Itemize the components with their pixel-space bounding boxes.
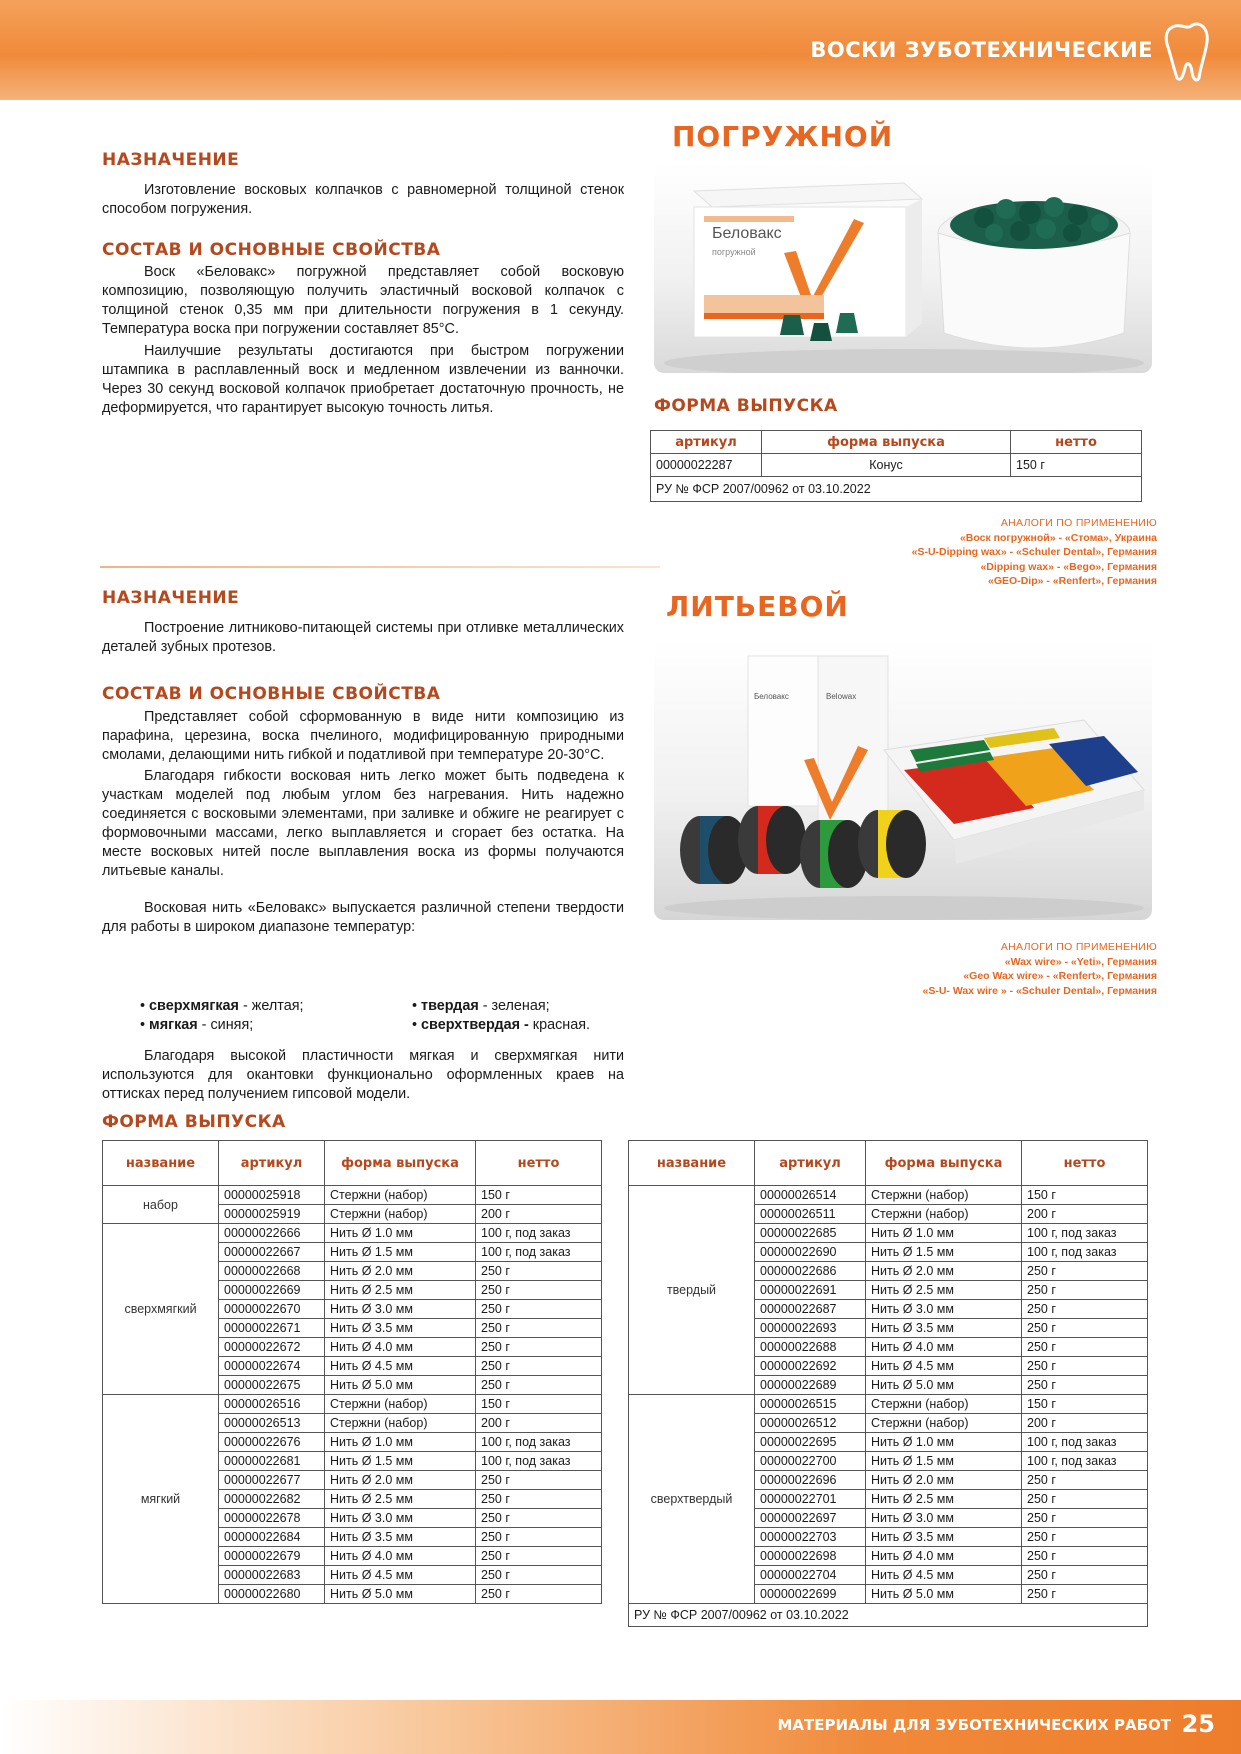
article-cell: 00000022703 [755,1528,866,1547]
article-cell: 00000026514 [755,1186,866,1205]
analogs-title: АНАЛОГИ ПО ПРИМЕНЕНИЮ [1000,517,1157,529]
article-cell: 00000022671 [219,1319,325,1338]
col-net: нетто [1011,431,1142,454]
dip-purpose-heading: НАЗНАЧЕНИЕ [102,150,240,170]
article-cell: 00000022679 [219,1547,325,1566]
net-cell: 150 г [476,1186,602,1205]
net-cell: 250 г [476,1509,602,1528]
article-cell: 00000022669 [219,1281,325,1300]
form-cell: Нить Ø 2.0 мм [866,1262,1022,1281]
net-cell: 100 г, под заказ [1022,1452,1148,1471]
cast-purpose-paragraph: Построение литниково-питающей системы при отливке металлических деталей зубных протезов. [102,620,624,655]
net-cell: 250 г [1022,1357,1148,1376]
cast-props-paragraph-2: Благодаря гибкости восковая нить легко может быть подведена к участкам моделей под любым углом без нагревания. Нить надежно соединяется с восковыми элементами, при заливке и обжиге не реагирует с формовочными массами, легко выплавляется и сгорает без остатка. На месте восковых нитей после выплавления воска из формы получаются литьевые каналы. [102,768,624,879]
article-cell: 00000022687 [755,1300,866,1319]
dip-props-paragraph-1: Воск «Беловакс» погружной представляет собой восковую композицию, позволяющую получить эластичный восковой колпачок с толщиной стенок 0,35 мм при длительности погружения в 1 секунду. Температура воска при погружении составляет 85°С. [102,264,624,337]
article-cell: 00000022676 [219,1433,325,1452]
col-form: форма выпуска [325,1141,476,1186]
form-cell: Стержни (набор) [325,1186,476,1205]
col-form: форма выпуска [866,1141,1022,1186]
article-cell: 00000022680 [219,1585,325,1604]
form-cell: Конус [762,454,1011,477]
dip-analogs [637,516,1157,589]
article-cell: 00000022672 [219,1338,325,1357]
net-cell: 100 г, под заказ [476,1452,602,1471]
net-cell: 250 г [1022,1490,1148,1509]
form-cell: Нить Ø 2.5 мм [866,1281,1022,1300]
form-cell: Нить Ø 5.0 мм [866,1376,1022,1395]
footer-text: МАТЕРИАЛЫ ДЛЯ ЗУБОТЕХНИЧЕСКИХ РАБОТ [777,1716,1171,1734]
net-cell: 200 г [1022,1414,1148,1433]
form-cell: Нить Ø 5.0 мм [325,1585,476,1604]
form-cell: Нить Ø 3.5 мм [325,1528,476,1547]
form-cell: Нить Ø 4.0 мм [325,1547,476,1566]
form-cell: Нить Ø 2.5 мм [325,1490,476,1509]
net-cell: 200 г [1022,1205,1148,1224]
analog-item: «S-U- Wax wire » - «Schuler Dental», Германия [922,984,1157,997]
table-row [629,1604,1148,1627]
net-cell: 250 г [476,1300,602,1319]
form-cell: Нить Ø 2.5 мм [325,1281,476,1300]
form-cell: Нить Ø 4.5 мм [325,1357,476,1376]
list-item: • сверхмягкая - желтая; [140,998,304,1014]
col-name: название [629,1141,755,1186]
article-cell: 00000026511 [755,1205,866,1224]
list-item: • сверхтвердая - красная. [412,1017,591,1033]
cast-product-photo [654,640,1152,920]
article-cell: 00000022691 [755,1281,866,1300]
net-cell: 250 г [476,1547,602,1566]
net-cell: 150 г [1022,1186,1148,1205]
col-article: артикул [219,1141,325,1186]
form-cell: Нить Ø 1.5 мм [866,1243,1022,1262]
table-row [651,477,1142,502]
cast-release-table-left [102,1140,602,1604]
dip-props-paragraph-2: Наилучшие результаты достигаются при быстром погружении штампика в расплавленный воск и медленном извлечении из ванночки. Через 30 секунд восковой колпачок приобретает достаточную прочность, не деформируется, что гарантирует высокую точность литья. [102,343,624,416]
article-cell: 00000022681 [219,1452,325,1471]
net-cell: 150 г [1022,1395,1148,1414]
net-cell: 250 г [476,1319,602,1338]
registration-cell: РУ № ФСР 2007/00962 от 03.10.2022 [629,1604,1148,1627]
analog-item: «GEO-Dip» - «Renfert», Германия [988,575,1157,587]
form-cell: Нить Ø 1.0 мм [325,1224,476,1243]
list-item: • твердая - зеленая; [412,998,550,1014]
dip-props-heading: СОСТАВ И ОСНОВНЫЕ СВОЙСТВА [102,240,441,260]
article-cell: 00000026512 [755,1414,866,1433]
form-cell: Нить Ø 2.5 мм [866,1490,1022,1509]
net-cell: 250 г [1022,1547,1148,1566]
net-cell: 250 г [1022,1509,1148,1528]
form-cell: Стержни (набор) [325,1414,476,1433]
registration-cell: РУ № ФСР 2007/00962 от 03.10.2022 [651,477,1142,502]
cast-product-illustration [654,640,1152,920]
cast-analogs [637,940,1157,998]
page-number: 25 [1181,1710,1215,1738]
article-cell: 00000022697 [755,1509,866,1528]
dip-product-photo [654,163,1152,373]
article-cell: 00000025919 [219,1205,325,1224]
dip-purpose-text [102,181,624,219]
net-cell: 250 г [1022,1376,1148,1395]
group-name-cell: набор [103,1186,219,1224]
table-body [629,1186,1148,1627]
table-body [103,1186,602,1604]
dip-box-brand: Беловакс [712,225,782,242]
form-cell: Нить Ø 2.0 мм [325,1262,476,1281]
col-name: название [103,1141,219,1186]
cast-release-table-right [628,1140,1148,1627]
form-cell: Нить Ø 1.0 мм [866,1224,1022,1243]
net-cell: 100 г, под заказ [476,1243,602,1262]
cast-box-brand: Беловакс [754,692,789,701]
net-cell: 250 г [1022,1281,1148,1300]
article-cell: 00000026513 [219,1414,325,1433]
form-cell: Нить Ø 3.5 мм [325,1319,476,1338]
analogs-title: АНАЛОГИ ПО ПРИМЕНЕНИЮ [1000,941,1157,953]
article-cell: 00000022704 [755,1566,866,1585]
form-cell: Нить Ø 3.0 мм [325,1300,476,1319]
cast-props-heading: СОСТАВ И ОСНОВНЫЕ СВОЙСТВА [102,684,441,704]
form-cell: Нить Ø 3.0 мм [866,1509,1022,1528]
form-cell: Нить Ø 3.0 мм [866,1300,1022,1319]
form-cell: Нить Ø 1.0 мм [325,1433,476,1452]
article-cell: 00000022682 [219,1490,325,1509]
net-cell: 100 г, под заказ [476,1433,602,1452]
net-cell: 250 г [476,1262,602,1281]
table-row [103,1186,602,1205]
article-cell: 00000022683 [219,1566,325,1585]
article-cell: 00000022668 [219,1262,325,1281]
form-cell: Нить Ø 1.5 мм [325,1243,476,1262]
article-cell: 00000022693 [755,1319,866,1338]
article-cell: 00000022699 [755,1585,866,1604]
net-cell: 250 г [1022,1566,1148,1585]
form-cell: Нить Ø 4.5 мм [866,1357,1022,1376]
net-cell: 250 г [476,1376,602,1395]
net-cell: 250 г [1022,1300,1148,1319]
form-cell: Нить Ø 4.0 мм [866,1338,1022,1357]
net-cell: 250 г [476,1585,602,1604]
form-cell: Стержни (набор) [866,1205,1022,1224]
net-cell: 250 г [476,1490,602,1509]
table-row [651,454,1142,477]
form-cell: Нить Ø 2.0 мм [325,1471,476,1490]
form-cell: Нить Ø 4.5 мм [866,1566,1022,1585]
net-cell: 250 г [476,1357,602,1376]
net-cell: 250 г [1022,1319,1148,1338]
dip-release-heading: ФОРМА ВЫПУСКА [654,396,838,416]
form-cell: Нить Ø 4.0 мм [866,1547,1022,1566]
form-cell: Нить Ø 2.0 мм [866,1471,1022,1490]
net-cell: 100 г, под заказ [476,1224,602,1243]
analog-item: «S-U-Dipping wax» - «Schuler Dental», Германия [911,546,1157,558]
table-row [629,1395,1148,1414]
table-row [629,1186,1148,1205]
net-cell: 250 г [476,1338,602,1357]
group-name-cell: твердый [629,1186,755,1395]
analog-item: «Geo Wax wire» - «Renfert», Германия [963,970,1157,982]
net-cell: 100 г, под заказ [1022,1243,1148,1262]
form-cell: Нить Ø 3.5 мм [866,1319,1022,1338]
table-header-row [103,1141,602,1186]
form-cell: Нить Ø 4.5 мм [325,1566,476,1585]
net-cell: 250 г [1022,1338,1148,1357]
dip-purpose-paragraph: Изготовление восковых колпачков с равномерной толщиной стенок способом погружения. [102,182,624,217]
analog-item: «Dipping wax» - «Bego», Германия [980,560,1157,573]
form-cell: Нить Ø 1.5 мм [866,1452,1022,1471]
article-cell: 00000022696 [755,1471,866,1490]
group-name-cell: сверхмягкий [103,1224,219,1395]
article-cell: 00000022670 [219,1300,325,1319]
form-cell: Нить Ø 5.0 мм [325,1376,476,1395]
cast-purpose-text [102,619,624,657]
net-cell: 100 г, под заказ [1022,1224,1148,1243]
cast-product-title: ЛИТЬЕВОЙ [666,590,849,623]
net-cell: 200 г [476,1205,602,1224]
net-cell: 150 г [476,1395,602,1414]
article-cell: 00000022666 [219,1224,325,1243]
table-row [103,1395,602,1414]
net-cell: 250 г [1022,1528,1148,1547]
article-cell: 00000022690 [755,1243,866,1262]
dip-product-illustration [654,163,1152,373]
net-cell: 250 г [476,1281,602,1300]
net-cell: 250 г [476,1528,602,1547]
list-item: • мягкая - синяя; [140,1017,254,1033]
form-cell: Стержни (набор) [325,1205,476,1224]
article-cell: 00000022686 [755,1262,866,1281]
form-cell: Нить Ø 3.5 мм [866,1528,1022,1547]
form-cell: Стержни (набор) [325,1395,476,1414]
col-article: артикул [755,1141,866,1186]
article-cell: 00000022698 [755,1547,866,1566]
article-cell: 00000022678 [219,1509,325,1528]
article-cell: 00000022701 [755,1490,866,1509]
cast-purpose-heading: НАЗНАЧЕНИЕ [102,588,240,608]
form-cell: Стержни (набор) [866,1186,1022,1205]
article-cell: 00000022675 [219,1376,325,1395]
form-cell: Стержни (набор) [866,1395,1022,1414]
col-net: нетто [1022,1141,1148,1186]
cast-release-heading: ФОРМА ВЫПУСКА [102,1112,286,1132]
form-cell: Нить Ø 3.0 мм [325,1509,476,1528]
article-cell: 00000026516 [219,1395,325,1414]
analog-item: «Воск погружной» - «Стома», Украина [959,531,1157,544]
article-cell: 00000022667 [219,1243,325,1262]
col-article: артикул [651,431,762,454]
analog-item: «Wax wire» - «Yeti», Германия [1004,955,1157,968]
net-cell: 250 г [476,1566,602,1585]
net-cell: 150 г [1011,454,1142,477]
dip-product-title: ПОГРУЖНОЙ [672,120,894,153]
net-cell: 250 г [1022,1262,1148,1281]
cast-props-paragraph-1: Представляет собой сформованную в виде нити композицию из парафина, церезина, воска пчелиного, модифицированную природными смолами, делающими нить гибкой и податливой при температуре 20-30°С. [102,709,624,763]
dip-box-sub: погружной [712,247,756,257]
article-cell: 00000025918 [219,1186,325,1205]
group-name-cell: сверхтвердый [629,1395,755,1604]
cast-props-paragraph-4: Благодаря высокой пластичности мягкая и сверхмягкая нити используются для окантовки функционально оформленных краев на оттисках перед получением гипсовой модели. [102,1048,624,1102]
header-title: ВОСКИ ЗУБОТЕХНИЧЕСКИЕ [810,38,1153,62]
net-cell: 200 г [476,1414,602,1433]
cast-props-text-final [102,1047,624,1104]
article-cell: 00000026515 [755,1395,866,1414]
article-cell: 00000022700 [755,1452,866,1471]
article-cell: 00000022688 [755,1338,866,1357]
cast-props-text [102,708,624,937]
article-cell: 00000022684 [219,1528,325,1547]
form-cell: Нить Ø 1.0 мм [866,1433,1022,1452]
article-cell: 00000022674 [219,1357,325,1376]
net-cell: 250 г [476,1471,602,1490]
col-net: нетто [476,1141,602,1186]
net-cell: 250 г [1022,1585,1148,1604]
tooth-icon [1161,20,1211,84]
article-cell: 00000022287 [651,454,762,477]
form-cell: Стержни (набор) [866,1414,1022,1433]
net-cell: 100 г, под заказ [1022,1433,1148,1452]
article-cell: 00000022685 [755,1224,866,1243]
dip-release-table [650,430,1142,502]
article-cell: 00000022689 [755,1376,866,1395]
table-header-row [651,431,1142,454]
dip-props-text [102,263,624,418]
group-name-cell: мягкий [103,1395,219,1604]
section-divider [100,566,660,568]
net-cell: 250 г [1022,1471,1148,1490]
cast-box-brand-en: Belowax [826,692,857,701]
table-header-row [629,1141,1148,1186]
article-cell: 00000022692 [755,1357,866,1376]
form-cell: Нить Ø 4.0 мм [325,1338,476,1357]
article-cell: 00000022677 [219,1471,325,1490]
table-row [103,1224,602,1243]
article-cell: 00000022695 [755,1433,866,1452]
form-cell: Нить Ø 1.5 мм [325,1452,476,1471]
cast-props-paragraph-3: Восковая нить «Беловакс» выпускается различной степени твердости для работы в широком диапазоне температур: [102,900,624,935]
col-form: форма выпуска [762,431,1011,454]
form-cell: Нить Ø 5.0 мм [866,1585,1022,1604]
